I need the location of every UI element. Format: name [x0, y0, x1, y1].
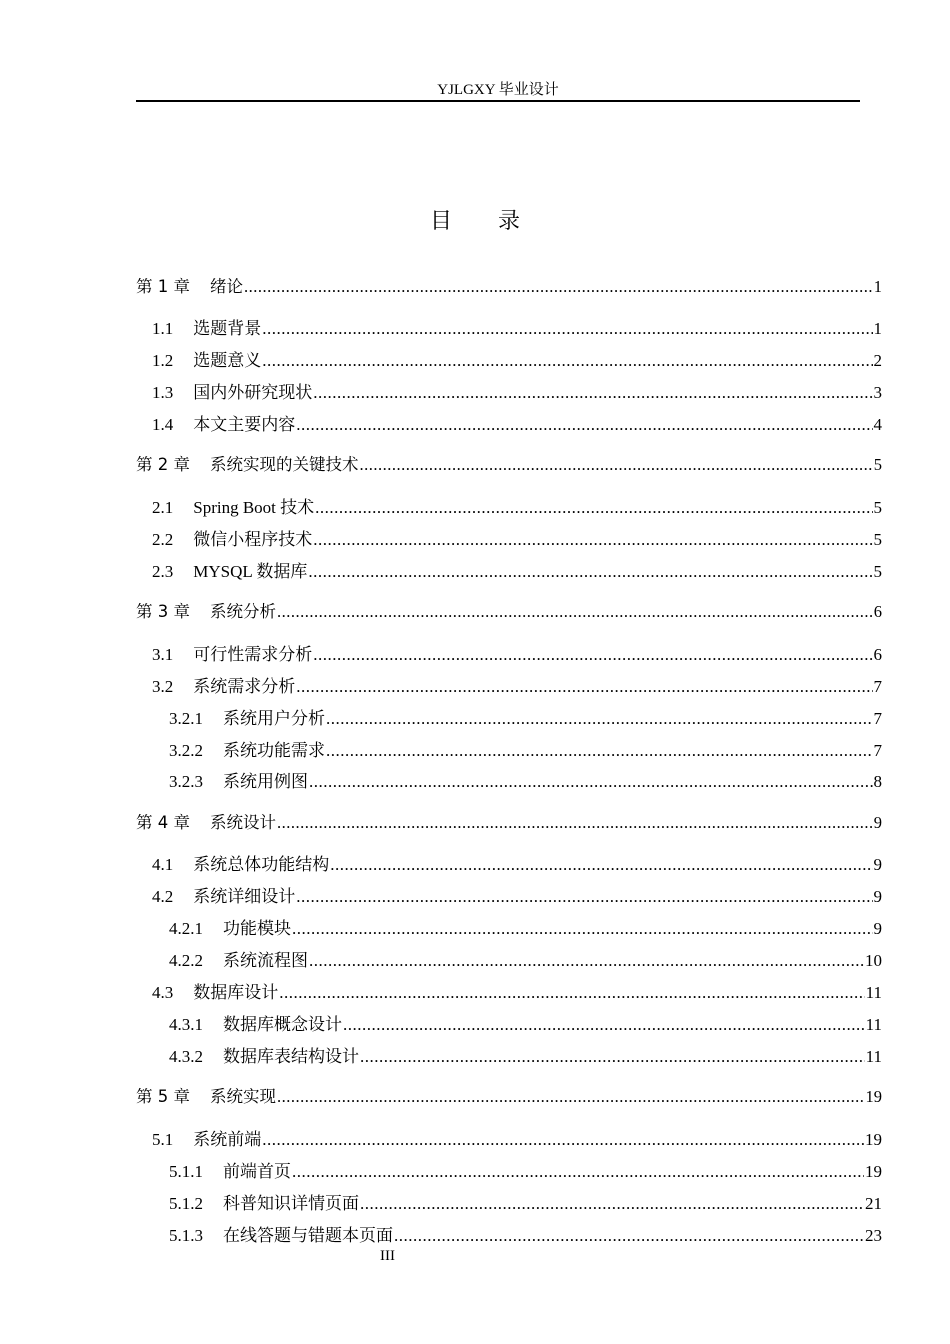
toc-section-entry[interactable] — [152, 672, 882, 697]
toc-section-entry[interactable] — [152, 978, 882, 1003]
toc-entry-page: 5 — [873, 455, 882, 474]
toc-entry-number: 2.1 — [152, 498, 174, 517]
toc-entry-number: 1.1 — [152, 319, 174, 338]
toc-section-entry[interactable] — [152, 346, 882, 371]
toc-dot-leader — [360, 455, 873, 475]
toc-dot-leader — [308, 562, 872, 582]
toc-dot-leader — [315, 498, 872, 518]
toc-section-entry[interactable] — [152, 557, 882, 582]
toc-section-entry[interactable] — [152, 525, 882, 550]
toc-dot-leader — [244, 277, 873, 297]
toc-entry-title: 数据库概念设计 — [223, 1015, 342, 1034]
toc-entry-page: 11 — [865, 1047, 882, 1066]
toc-entry-number: 2.3 — [152, 562, 174, 581]
toc-entry-number: 第 1 章 — [136, 277, 190, 296]
toc-dot-leader — [313, 645, 872, 665]
toc-entry-number: 1.4 — [152, 415, 174, 434]
toc-entry-number: 3.2 — [152, 677, 174, 696]
toc-dot-leader — [360, 1194, 864, 1214]
toc-entry-page: 6 — [873, 602, 882, 621]
toc-heading-left: 目 — [429, 208, 452, 233]
toc-dot-leader — [262, 351, 872, 371]
toc-dot-leader — [296, 677, 872, 697]
toc-entry-number: 4.3.2 — [169, 1047, 203, 1066]
toc-dot-leader — [343, 1015, 865, 1035]
toc-entry-page: 1 — [873, 277, 882, 296]
toc-entry-title: 功能模块 — [223, 919, 291, 938]
toc-entry-page: 1 — [873, 319, 882, 338]
toc-entry-page: 19 — [865, 1087, 882, 1106]
toc-section-entry[interactable] — [169, 1189, 882, 1214]
toc-dot-leader — [277, 602, 873, 622]
toc-entry-page: 7 — [873, 677, 882, 696]
toc-dot-leader — [292, 1162, 864, 1182]
toc-entry-title: 可行性需求分析 — [193, 645, 313, 664]
toc-dot-leader — [360, 1047, 865, 1067]
toc-section-entry[interactable] — [169, 1157, 882, 1182]
toc-section-entry[interactable] — [169, 946, 882, 971]
toc-section-entry[interactable] — [169, 1221, 882, 1246]
toc-section-entry[interactable] — [169, 736, 882, 761]
toc-section-entry[interactable] — [169, 1042, 882, 1067]
toc-entry-number: 4.2.2 — [169, 951, 203, 970]
toc-entry-number: 3.1 — [152, 645, 174, 664]
toc-entry-page: 23 — [865, 1226, 882, 1245]
toc-entry-page: 6 — [873, 645, 882, 664]
toc-chapter-entry[interactable] — [136, 1083, 882, 1107]
toc-chapter-entry[interactable] — [136, 598, 882, 622]
toc-entry-page: 7 — [873, 741, 882, 760]
toc-entry-title: 系统功能需求 — [223, 741, 325, 760]
toc-entry-page: 19 — [865, 1162, 882, 1181]
toc-entry-page: 3 — [873, 383, 882, 402]
toc-entry-page: 9 — [873, 855, 882, 874]
toc-entry-title: 系统总体功能结构 — [193, 855, 330, 874]
toc-entry-page: 5 — [873, 498, 882, 517]
toc-entry-title: 数据库表结构设计 — [223, 1047, 359, 1066]
toc-entry-number: 5.1 — [152, 1130, 174, 1149]
toc-entry-title: 系统实现 — [210, 1087, 276, 1106]
toc-entry-title: 系统用户分析 — [223, 709, 325, 728]
toc-entry-number: 4.2 — [152, 887, 174, 906]
toc-entry-number: 3.2.2 — [169, 741, 203, 760]
toc-entry-number: 1.2 — [152, 351, 174, 370]
toc-heading-right: 录 — [498, 208, 521, 233]
toc-dot-leader — [313, 383, 872, 403]
toc-entry-number: 第 2 章 — [136, 455, 190, 474]
toc-entry-page: 9 — [873, 887, 882, 906]
toc-entry-title: 系统实现的关键技术 — [210, 455, 359, 474]
toc-entry-page: 7 — [873, 709, 882, 728]
toc-entry-title: MYSQL 数据库 — [193, 562, 308, 581]
toc-dot-leader — [394, 1226, 864, 1246]
toc-entry-title: 前端首页 — [223, 1162, 291, 1181]
toc-entry-title: 选题背景 — [193, 319, 262, 338]
toc-dot-leader — [326, 741, 873, 761]
toc-dot-leader — [292, 919, 873, 939]
toc-entry-number: 第 5 章 — [136, 1087, 190, 1106]
toc-section-entry[interactable] — [152, 882, 882, 907]
page-number: III — [380, 1248, 395, 1264]
toc-entry-title: 绪论 — [210, 277, 243, 296]
toc-entry-title: 数据库设计 — [193, 983, 279, 1002]
toc-entry-title: 微信小程序技术 — [193, 530, 313, 549]
toc-chapter-entry[interactable] — [136, 451, 882, 475]
toc-entry-number: 4.1 — [152, 855, 174, 874]
toc-section-entry[interactable] — [169, 914, 882, 939]
toc-entry-page: 19 — [865, 1130, 882, 1149]
toc-entry-number: 4.3.1 — [169, 1015, 203, 1034]
toc-section-entry[interactable] — [169, 1010, 882, 1035]
toc-entry-title: 科普知识详情页面 — [223, 1194, 359, 1213]
toc-dot-leader — [309, 772, 873, 792]
toc-entry-page: 4 — [873, 415, 882, 434]
toc-entry-title: 系统分析 — [210, 602, 276, 621]
toc-entry-page: 8 — [873, 772, 882, 791]
toc-entry-number: 3.2.1 — [169, 709, 203, 728]
toc-entry-number: 第 4 章 — [136, 813, 190, 832]
toc-section-entry[interactable] — [169, 767, 882, 792]
toc-entry-number: 1.3 — [152, 383, 174, 402]
toc-entry-title: 系统需求分析 — [193, 677, 296, 696]
toc-section-entry[interactable] — [152, 640, 882, 665]
toc-entry-title: 系统设计 — [210, 813, 276, 832]
toc-entry-number: 5.1.3 — [169, 1226, 203, 1245]
toc-dot-leader — [262, 319, 872, 339]
toc-entry-title: 系统用例图 — [223, 772, 308, 791]
toc-entry-title: 系统流程图 — [223, 951, 308, 970]
toc-dot-leader — [262, 1130, 864, 1150]
running-header: YJLGXY 毕业设计 — [437, 82, 559, 98]
toc-entry-title: 系统详细设计 — [193, 887, 296, 906]
toc-entry-page: 2 — [873, 351, 882, 370]
toc-entry-number: 5.1.1 — [169, 1162, 203, 1181]
toc-entry-number: 5.1.2 — [169, 1194, 203, 1213]
toc-dot-leader — [326, 709, 873, 729]
toc-section-entry[interactable] — [152, 850, 882, 875]
toc-entry-page: 11 — [865, 983, 882, 1002]
toc-entry-number: 4.2.1 — [169, 919, 203, 938]
toc-entry-page: 5 — [873, 530, 882, 549]
toc-entry-page: 21 — [865, 1194, 882, 1213]
toc-entry-page: 5 — [873, 562, 882, 581]
toc-dot-leader — [277, 813, 873, 833]
toc-section-entry[interactable] — [169, 704, 882, 729]
toc-chapter-entry[interactable] — [136, 273, 882, 297]
toc-entry-page: 9 — [873, 813, 882, 832]
toc-dot-leader — [296, 887, 872, 907]
toc-chapter-entry[interactable] — [136, 809, 882, 833]
toc-entry-number: 3.2.3 — [169, 772, 203, 791]
toc-entry-number: 4.3 — [152, 983, 174, 1002]
toc-entry-title: 国内外研究现状 — [193, 383, 313, 402]
toc-section-entry[interactable] — [152, 314, 882, 339]
toc-section-entry[interactable] — [152, 378, 882, 403]
toc-entry-page: 11 — [865, 1015, 882, 1034]
toc-section-entry[interactable] — [152, 410, 882, 435]
toc-dot-leader — [277, 1087, 865, 1107]
toc-dot-leader — [330, 855, 872, 875]
toc-dot-leader — [309, 951, 864, 971]
toc-entry-title: 本文主要内容 — [193, 415, 296, 434]
toc-entry-number: 第 3 章 — [136, 602, 190, 621]
toc-entry-number: 2.2 — [152, 530, 174, 549]
toc-dot-leader — [313, 530, 872, 550]
toc-entry-title: 选题意义 — [193, 351, 262, 370]
toc-dot-leader — [296, 415, 872, 435]
toc-entry-title: 在线答题与错题本页面 — [223, 1226, 393, 1245]
toc-section-entry[interactable] — [152, 1125, 882, 1150]
toc-entry-page: 9 — [873, 919, 882, 938]
toc-entry-title: 系统前端 — [193, 1130, 262, 1149]
toc-entry-page: 10 — [865, 951, 882, 970]
toc-section-entry[interactable] — [152, 493, 882, 518]
toc-entry-title: Spring Boot 技术 — [193, 498, 315, 517]
toc-dot-leader — [279, 983, 864, 1003]
